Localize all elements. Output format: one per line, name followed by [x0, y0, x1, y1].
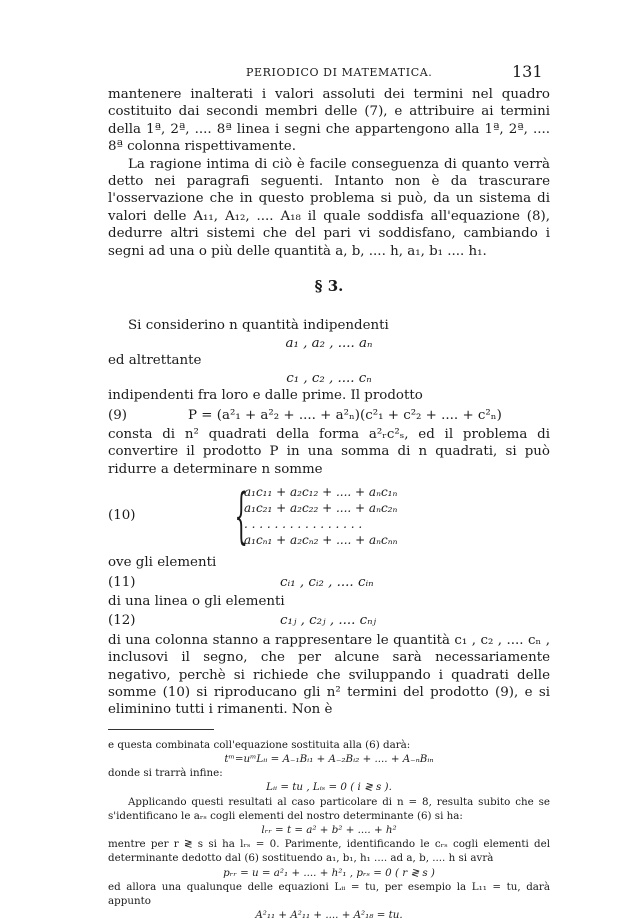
footnote-formula: pᵣᵣ = u = a²₁ + .... + h²₁ , pᵣₛ = 0 ( r ≷ s ) — [223, 866, 435, 879]
equation-12 — [108, 612, 550, 629]
paragraph: ove gli elementi — [108, 555, 217, 571]
brace-symbol: { — [234, 481, 248, 552]
running-head: PERIODICO DI MATEMATICA. — [246, 66, 433, 79]
equation-body: c₁ⱼ , c₂ⱼ , .... cₙⱼ — [280, 613, 377, 629]
paragraph: Si considerino n quantità indipendenti — [128, 318, 389, 334]
footnote-formula: A²₁₁ + A²₁₁ + .... + A²₁₈ = tu. — [255, 909, 403, 922]
paragraph: consta di n² quadrati della forma a²ᵣc²ₛ, ed il problema di convertire il prodotto P in una somma di n quadrati, si può ridurre a determinare n somme — [108, 426, 550, 477]
equation-row: a₁c₂₁ + a₂c₂₂ + .... + aₙc₂ₙ — [244, 501, 398, 516]
page-number: 131 — [512, 62, 543, 81]
equation-10 — [108, 481, 550, 552]
footnote — [108, 738, 550, 922]
paragraph: mantenere inalterati i valori assoluti dei termini nel quadro costituito dai secondi membri delle (7), e attribuire ai termini della 1ª, 2ª, .... 8ª linea i segni che appartengono alla 1ª, 2ª, .... 8ª colonna rispettivamente. — [108, 87, 550, 155]
footnote-formula: lᵣᵣ = t = a² + b² + .... + h² — [261, 824, 397, 836]
paragraph: ed altrettante — [108, 353, 202, 369]
footnote-line: ed allora una qualunque delle equazioni Lᵢᵢ = tu, per esempio la L₁₁ = tu, darà appunto — [108, 880, 550, 908]
equation-row: . . . . . . . . . . . . . . . . — [244, 517, 363, 532]
equation-11 — [108, 574, 550, 591]
paragraph: di una linea o gli elementi — [108, 593, 285, 609]
equation-row: a₁cₙ₁ + a₂cₙ₂ + .... + aₙcₙₙ — [244, 533, 398, 548]
main-text — [108, 86, 550, 922]
equation-line: c₁ , c₂ , .... cₙ — [286, 370, 372, 386]
paragraph: di una colonna stanno a rappresentare le quantità c₁ , c₂ , .... cₙ , inclusovi il segno, che per alcune sarà necessariamente negativo, perchè si richiede che sviluppando i quadrati delle somme (10) si riproducano gli n² termini del prodotto (9), e si eliminino tutti i rimanenti. Non è — [108, 632, 550, 718]
footnote-formula: Lᵢᵢ = tu , Lᵢₛ = 0 ( i ≷ s ). — [266, 781, 392, 794]
equation-rows — [244, 484, 398, 548]
footnote-line: e questa combinata coll'equazione sostituita alla (6) darà: — [108, 738, 411, 751]
equation-label: (10) — [108, 508, 136, 524]
paragraph: La ragione intima di ciò è facile conseguenza di quanto verrà detto nei paragrafi seguenti. Intanto non è da trascurare l'osservazione che in questo problema si può, da un sistema di valori delle A₁₁, A₁₂, .... A₁₈ il quale soddisfa all'equazione (8), dedurre altri sistemi che del pari vi soddisfano, cambiando i segni ad una o più delle quantità a, b, .... h, a₁, b₁ .... h₁. — [108, 156, 550, 259]
equation-label: (12) — [108, 613, 136, 629]
section-heading: § 3. — [314, 277, 344, 296]
footnote-rule — [108, 729, 214, 730]
equation-body: P = (a²₁ + a²₂ + .... + a²ₙ)(c²₁ + c²₂ + .... + c²ₙ) — [188, 407, 502, 423]
equation-body: cᵢ₁ , cᵢ₂ , .... cᵢₙ — [280, 574, 374, 590]
equation-line: a₁ , a₂ , .... aₙ — [285, 335, 373, 351]
page-header — [0, 62, 637, 82]
paragraph: indipendenti fra loro e dalle prime. Il prodotto — [108, 388, 423, 404]
footnote-formula: tᵐ=uᵐLᵢᵢ = A₋₁Bᵢ₁ + A₋₂Bᵢ₂ + .... + A₋ₙBᵢₙ — [224, 752, 434, 765]
equation-label: (9) — [108, 407, 127, 423]
equation-label: (11) — [108, 574, 136, 590]
equation-9 — [108, 407, 550, 424]
equation-row: a₁c₁₁ + a₂c₁₂ + .... + aₙc₁ₙ — [244, 485, 398, 500]
footnote-line: donde si trarrà infine: — [108, 767, 223, 780]
footnote-line: Applicando questi resultati al caso particolare di n = 8, resulta subito che se s'identificano le aᵣₛ cogli elementi del nostro determinante (6) si ha: — [108, 795, 550, 822]
footnote-line: mentre per r ≷ s si ha lᵣₛ = 0. Parimente, identificando le cᵣₛ cogli elementi del determinante dedotto dal (6) sostituendo a₁, b₁, h₁ .... ad a, b, .... h si avrà — [108, 838, 550, 865]
